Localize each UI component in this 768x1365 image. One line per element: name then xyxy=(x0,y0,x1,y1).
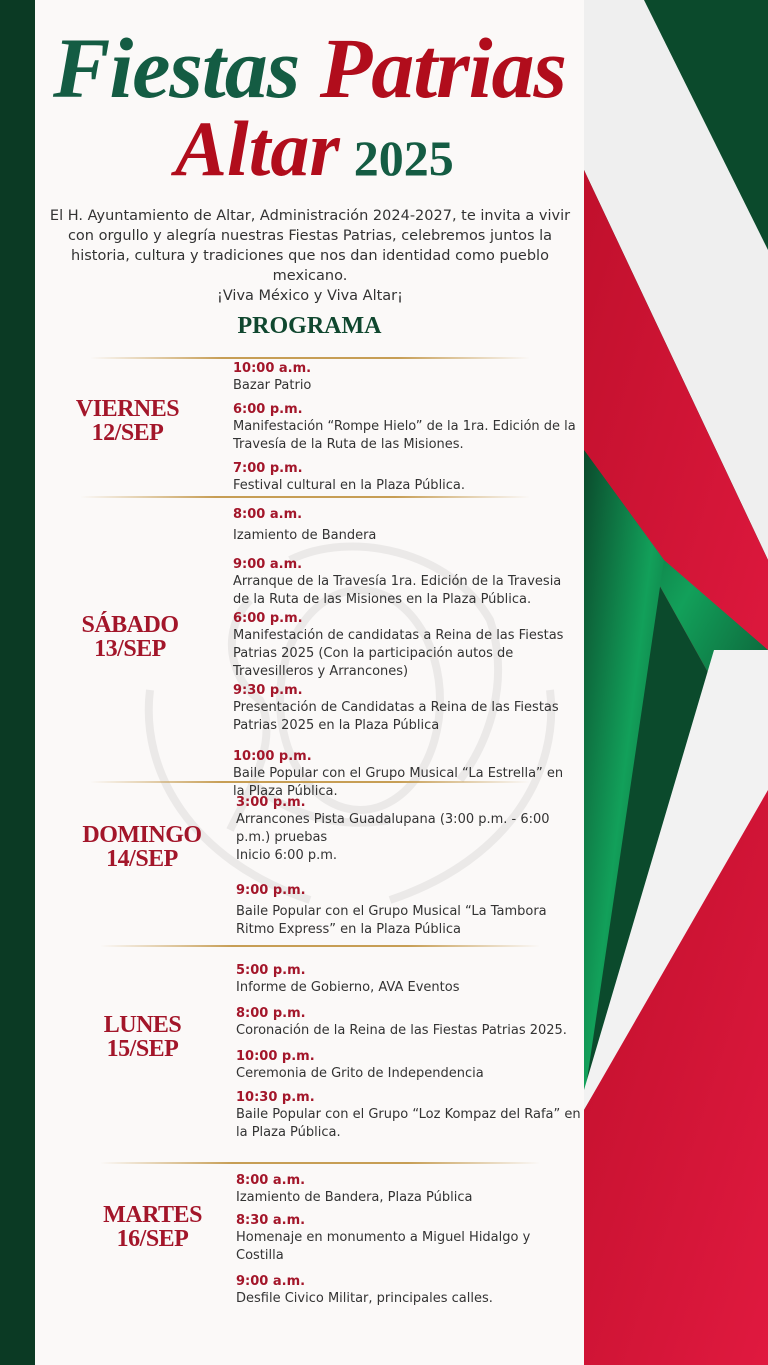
event-item xyxy=(233,361,578,395)
event-desc: Manifestación “Rompe Hielo” de la 1ra. Edición de la Travesía de la Ruta de las Misiones. xyxy=(233,419,576,452)
main-title xyxy=(35,18,584,118)
event-item xyxy=(233,461,578,495)
event-item xyxy=(233,611,578,681)
day-date: 12/SEP xyxy=(91,420,164,446)
event-item xyxy=(233,402,578,454)
event-desc: Baile Popular con el Grupo “Loz Kompaz del Rafa” en la Plaza Pública. xyxy=(236,1107,581,1140)
event-item xyxy=(236,1090,581,1142)
event-desc: Baile Popular con el Grupo Musical “La Estrella” en la Plaza Pública. xyxy=(233,766,564,799)
event-time: 8:30 a.m. xyxy=(236,1213,306,1228)
event-item xyxy=(236,883,581,939)
day-date: 16/SEP xyxy=(116,1226,189,1252)
event-time: 10:30 p.m. xyxy=(236,1090,315,1105)
event-time: 10:00 p.m. xyxy=(233,749,312,764)
event-desc: Baile Popular con el Grupo Musical “La Tambora Ritmo Express” en la Plaza Pública xyxy=(236,904,547,937)
event-time: 6:00 p.m. xyxy=(233,611,303,626)
event-time: 8:00 p.m. xyxy=(236,1006,306,1021)
event-item xyxy=(236,1274,581,1308)
event-desc: Arranque de la Travesía 1ra. Edición de la Travesia de la Ruta de las Misiones en la Plaza Pública. xyxy=(233,574,562,607)
event-item xyxy=(236,1006,581,1040)
event-desc: Manifestación de candidatas a Reina de las Fiestas Patrias 2025 (Con la participación autos de Travesilleros y Arrancones) xyxy=(233,628,564,679)
title-fiestas: Fiestas xyxy=(52,20,300,116)
event-time: 10:00 a.m. xyxy=(233,361,312,376)
event-item xyxy=(233,507,578,545)
event-item xyxy=(236,1173,581,1207)
day-label xyxy=(70,397,185,445)
day-events xyxy=(233,361,578,502)
content-panel xyxy=(35,0,584,1365)
day-date: 14/SEP xyxy=(106,846,178,872)
event-time: 7:00 p.m. xyxy=(233,461,303,476)
event-desc: Coronación de la Reina de las Fiestas Patrias 2025. xyxy=(236,1023,567,1038)
left-green-strip xyxy=(0,0,35,1365)
day-events xyxy=(236,963,581,1149)
event-item xyxy=(236,795,581,865)
day-date: 13/SEP xyxy=(94,636,166,662)
event-desc: Arrancones Pista Guadalupana (3:00 p.m. - 6:00 p.m.) pruebas xyxy=(236,812,550,845)
day-label xyxy=(77,823,207,871)
intro-paragraph: El H. Ayuntamiento de Altar, Administración 2024-2027, te invita a vivir con orgullo y alegría nuestras Fiestas Patrias, celebremos juntos la historia, cultura y tradiciones que nos dan identidad como pueblo mexicano. xyxy=(49,208,571,284)
event-desc: Desfile Civico Militar, principales calles. xyxy=(236,1291,493,1306)
day-name: LUNES xyxy=(103,1012,182,1038)
event-time: 5:00 p.m. xyxy=(236,963,306,978)
program-title: PROGRAMA xyxy=(237,313,382,339)
day-date: 15/SEP xyxy=(106,1036,179,1062)
day-events xyxy=(236,795,581,946)
event-item xyxy=(233,749,578,801)
section-divider xyxy=(100,1162,540,1164)
event-desc: Izamiento de Bandera xyxy=(233,528,377,543)
event-desc-extra: Inicio 6:00 p.m. xyxy=(236,848,338,863)
event-time: 10:00 p.m. xyxy=(236,1049,315,1064)
day-name: MARTES xyxy=(103,1202,202,1228)
event-time: 9:00 a.m. xyxy=(236,1274,306,1289)
subtitle-year: 2025 xyxy=(353,130,454,186)
day-label xyxy=(70,613,190,661)
event-desc: Ceremonia de Grito de Independencia xyxy=(236,1066,484,1081)
event-item xyxy=(233,683,578,735)
event-time: 6:00 p.m. xyxy=(233,402,303,417)
intro-text xyxy=(45,206,575,306)
intro-slogan: ¡Viva México y Viva Altar¡ xyxy=(217,288,403,304)
subtitle-altar: Altar xyxy=(175,105,340,192)
event-desc: Bazar Patrio xyxy=(233,378,312,393)
day-label xyxy=(90,1013,195,1061)
event-time: 8:00 a.m. xyxy=(233,507,303,522)
event-desc: Homenaje en monumento a Miguel Hidalgo y Costilla xyxy=(236,1230,531,1263)
event-desc: Informe de Gobierno, AVA Eventos xyxy=(236,980,460,995)
event-item xyxy=(236,963,581,997)
event-desc: Presentación de Candidatas a Reina de las Fiestas Patrias 2025 en la Plaza Pública xyxy=(233,700,559,733)
day-name: VIERNES xyxy=(75,396,180,422)
event-time: 9:00 a.m. xyxy=(233,557,303,572)
day-label xyxy=(95,1203,210,1251)
event-item xyxy=(236,1049,581,1083)
day-events xyxy=(233,507,578,808)
event-time: 3:00 p.m. xyxy=(236,795,306,810)
event-desc: Festival cultural en la Plaza Pública. xyxy=(233,478,466,493)
day-name: DOMINGO xyxy=(82,822,202,848)
event-time: 9:30 p.m. xyxy=(233,683,303,698)
event-desc: Izamiento de Bandera, Plaza Pública xyxy=(236,1190,473,1205)
event-time: 8:00 a.m. xyxy=(236,1173,306,1188)
event-item xyxy=(233,557,578,609)
flag-ribbon-decoration xyxy=(584,0,768,1365)
day-events xyxy=(236,1173,581,1315)
event-time: 9:00 p.m. xyxy=(236,883,306,898)
section-divider xyxy=(90,357,530,359)
event-item xyxy=(236,1213,581,1265)
title-patrias: Patrias xyxy=(319,20,567,116)
subtitle xyxy=(175,104,454,194)
day-name: SÁBADO xyxy=(81,612,179,638)
